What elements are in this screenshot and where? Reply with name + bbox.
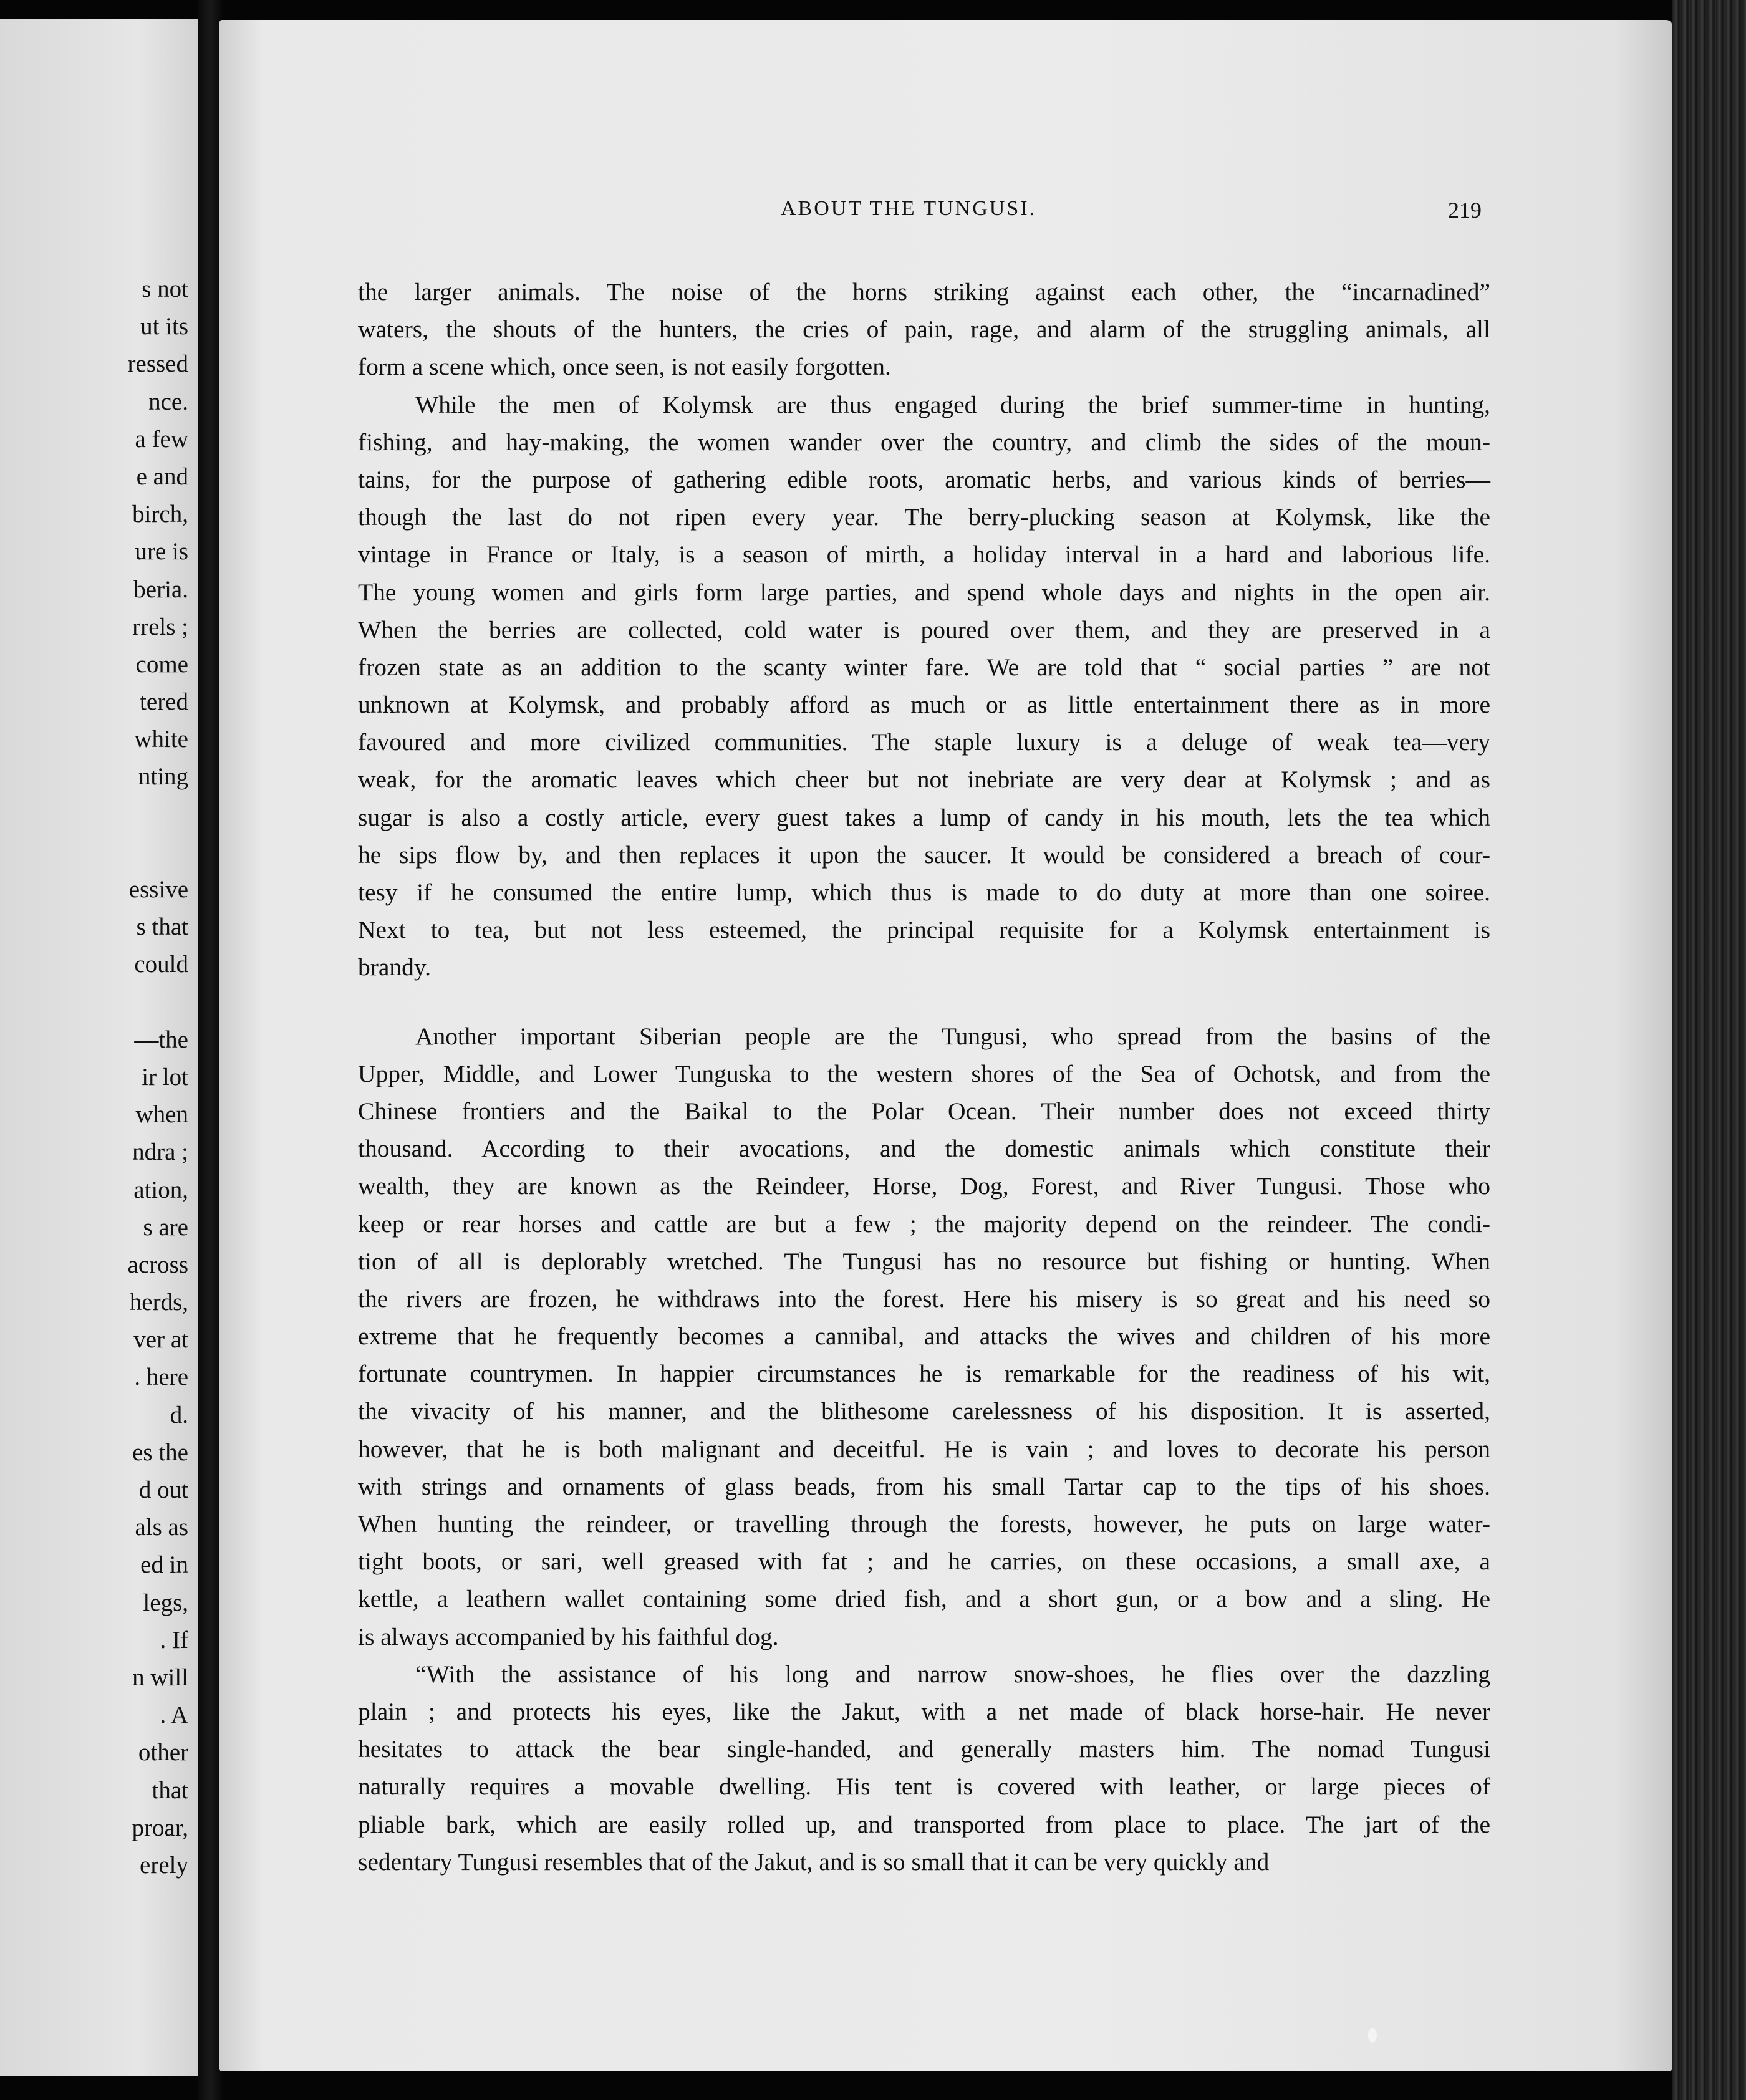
left-page-line: other	[138, 1739, 188, 1766]
left-page-line: n will	[132, 1664, 188, 1691]
text-line: kettle, a leathern wallet containing some dried fish, and a short gun, or a bow and a sling. He	[358, 1585, 1490, 1613]
text-line: fishing, and hay-making, the women wander over the country, and climb the sides of the moun-	[358, 428, 1490, 456]
left-page-line: when	[135, 1101, 188, 1129]
left-page-line	[1, 834, 188, 871]
text-line: Another important Siberian people are the Tungusi, who spread from the basins of the	[415, 1022, 1490, 1050]
right-page	[219, 20, 1672, 2071]
text-line: favoured and more civilized communities. The staple luxury is a deluge of weak tea—very	[358, 728, 1490, 756]
left-page-line: d out	[138, 1476, 188, 1503]
running-head	[219, 197, 1672, 234]
running-title: ABOUT THE TUNGUSI.	[781, 197, 1037, 220]
left-page-line: birch,	[132, 501, 188, 528]
paragraph	[358, 386, 1490, 986]
left-page-line: . If	[160, 1626, 188, 1654]
text-line: hesitates to attack the bear single-handed, and generally masters him. The nomad Tungusi	[358, 1735, 1490, 1763]
text-line: tion of all is deplorably wretched. The Tungusi has no resource but fishing or hunting. When	[358, 1247, 1490, 1275]
text-line: frozen state as an addition to the scanty winter fare. We are told that “ social parties ” are not	[358, 653, 1490, 681]
left-page-line: ver at	[133, 1326, 188, 1354]
left-page-line: s are	[143, 1213, 188, 1241]
left-page-line: tered	[140, 688, 188, 716]
text-line: sedentary Tungusi resembles that of the Jakut, and is so small that it can be very quickly and	[358, 1847, 1270, 1876]
text-line: with strings and ornaments of glass beads, from his small Tartar cap to the tips of his shoes.	[358, 1472, 1490, 1500]
section-gap	[358, 986, 1490, 1018]
left-page-line: white	[134, 726, 188, 753]
text-line: sugar is also a costly article, every guest takes a lump of candy in his mouth, lets the tea which	[358, 803, 1490, 831]
text-line: keep or rear horses and cattle are but a few ; the majority depend on the reindeer. The condi-	[358, 1210, 1490, 1238]
left-page-line: d.	[170, 1401, 188, 1428]
text-line: wealth, they are known as the Reindeer, Horse, Dog, Forest, and River Tungusi. Those who	[358, 1172, 1490, 1200]
left-page-line: legs,	[143, 1589, 188, 1616]
text-line: Next to tea, but not less esteemed, the principal requisite for a Kolymsk entertainment is	[358, 916, 1490, 944]
text-line: extreme that he frequently becomes a cannibal, and attacks the wives and children of his more	[358, 1322, 1490, 1351]
left-page-line: ed in	[140, 1551, 188, 1579]
left-page-line: ir lot	[142, 1063, 188, 1091]
text-line: waters, the shouts of the hunters, the cries of pain, rage, and alarm of the struggling animals, all	[358, 315, 1490, 344]
left-page-line: erely	[140, 1851, 188, 1879]
left-page-line: . here	[134, 1364, 188, 1391]
text-line: form a scene which, once seen, is not easily forgotten.	[358, 353, 891, 381]
text-line: pliable bark, which are easily rolled up, and transported from place to place. The jart of the	[358, 1810, 1490, 1838]
text-line: tains, for the purpose of gathering edible roots, aromatic herbs, and various kinds of berries—	[358, 465, 1490, 493]
left-page-line: es the	[132, 1438, 188, 1466]
left-page-line	[1, 796, 188, 834]
text-line: Chinese frontiers and the Baikal to the Polar Ocean. Their number does not exceed thirty	[358, 1097, 1490, 1125]
text-line: When hunting the reindeer, or travelling through the forests, however, he puts on large water-	[358, 1510, 1490, 1538]
text-line: the rivers are frozen, he withdraws into the forest. Here his misery is so great and his need so	[358, 1284, 1490, 1312]
left-page-line: ure is	[135, 538, 188, 566]
text-line: unknown at Kolymsk, and probably afford as much or as little entertainment there as in more	[358, 691, 1490, 719]
text-line: vintage in France or Italy, is a season of mirth, a holiday interval in a hard and laborious life.	[358, 541, 1490, 569]
text-line: plain ; and protects his eyes, like the Jakut, with a net made of black horse-hair. He never	[358, 1697, 1490, 1725]
text-line: “With the assistance of his long and narrow snow-shoes, he flies over the dazzling	[415, 1660, 1490, 1688]
text-line: though the last do not ripen every year. The berry-plucking season at Kolymsk, like the	[358, 503, 1490, 531]
text-line: thousand. According to their avocations, and the domestic animals which constitute their	[358, 1135, 1490, 1163]
text-line: the larger animals. The noise of the horns striking against each other, the “incarnadined”	[358, 278, 1490, 306]
left-page-line: herds,	[129, 1289, 188, 1316]
left-page-line: ressed	[127, 350, 188, 378]
left-page-line: a few	[135, 425, 188, 453]
text-line: naturally requires a movable dwelling. His tent is covered with leather, or large pieces of	[358, 1773, 1490, 1801]
page-number: 219	[1448, 198, 1482, 223]
left-page-line: essive	[128, 876, 188, 903]
paragraph	[358, 1018, 1490, 1655]
body-text	[358, 273, 1490, 1881]
left-page-line: als as	[135, 1514, 188, 1541]
text-line: is always accompanied by his faithful dog.	[358, 1622, 779, 1650]
text-line: however, that he is both malignant and deceitful. He is vain ; and loves to decorate his person	[358, 1435, 1490, 1463]
left-page-line: come	[135, 650, 188, 678]
left-page-line: —the	[134, 1026, 188, 1053]
left-page-line: beria.	[133, 576, 188, 603]
text-line: fortunate countrymen. In happier circumstances he is remarkable for the readiness of his wit,	[358, 1360, 1490, 1388]
text-line: tight boots, or sari, well greased with fat ; and he carries, on these occasions, a small axe, a	[358, 1548, 1490, 1576]
left-page-line: nting	[138, 763, 188, 791]
paragraph	[358, 1655, 1490, 1881]
left-page-line: ut its	[140, 313, 188, 340]
text-line: the vivacity of his manner, and the blithesome carelessness of his disposition. It is asserted,	[358, 1397, 1490, 1425]
text-line: Upper, Middle, and Lower Tunguska to the western shores of the Sea of Ochotsk, and from the	[358, 1059, 1490, 1087]
left-page-line: could	[134, 951, 188, 978]
left-page-line: rrels ;	[132, 613, 188, 640]
left-page-line: proar,	[132, 1814, 188, 1841]
left-page-line: that	[152, 1776, 188, 1804]
left-page-text	[1, 271, 188, 1884]
left-page-line: across	[127, 1251, 188, 1278]
left-page-line: e and	[136, 463, 188, 490]
text-line: When the berries are collected, cold water is poured over them, and they are preserved in a	[358, 615, 1490, 643]
paper-speck	[1368, 2028, 1377, 2043]
left-page-line: s not	[142, 276, 188, 302]
left-page-line: ndra ;	[132, 1139, 188, 1166]
left-page-line	[1, 984, 188, 1021]
paragraph	[358, 273, 1490, 386]
book-fore-edge	[1672, 0, 1746, 2100]
text-line: weak, for the aromatic leaves which cheer but not inebriate are very dear at Kolymsk ; and as	[358, 766, 1490, 794]
text-line: tesy if he consumed the entire lump, which thus is made to do duty at more than one soiree.	[358, 879, 1490, 906]
text-line: he sips flow by, and then replaces it upon the saucer. It would be considered a breach of cour-	[358, 840, 1490, 869]
left-page-line: nce.	[148, 388, 188, 415]
left-page-line: s that	[136, 913, 188, 941]
left-facing-page	[0, 19, 198, 2076]
left-page-line: . A	[160, 1702, 188, 1729]
text-line: The young women and girls form large parties, and spend whole days and nights in the open air.	[358, 578, 1490, 606]
text-line: While the men of Kolymsk are thus engaged during the brief summer-time in hunting,	[415, 390, 1490, 418]
left-page-line: ation,	[133, 1176, 188, 1203]
text-line: brandy.	[358, 953, 431, 981]
